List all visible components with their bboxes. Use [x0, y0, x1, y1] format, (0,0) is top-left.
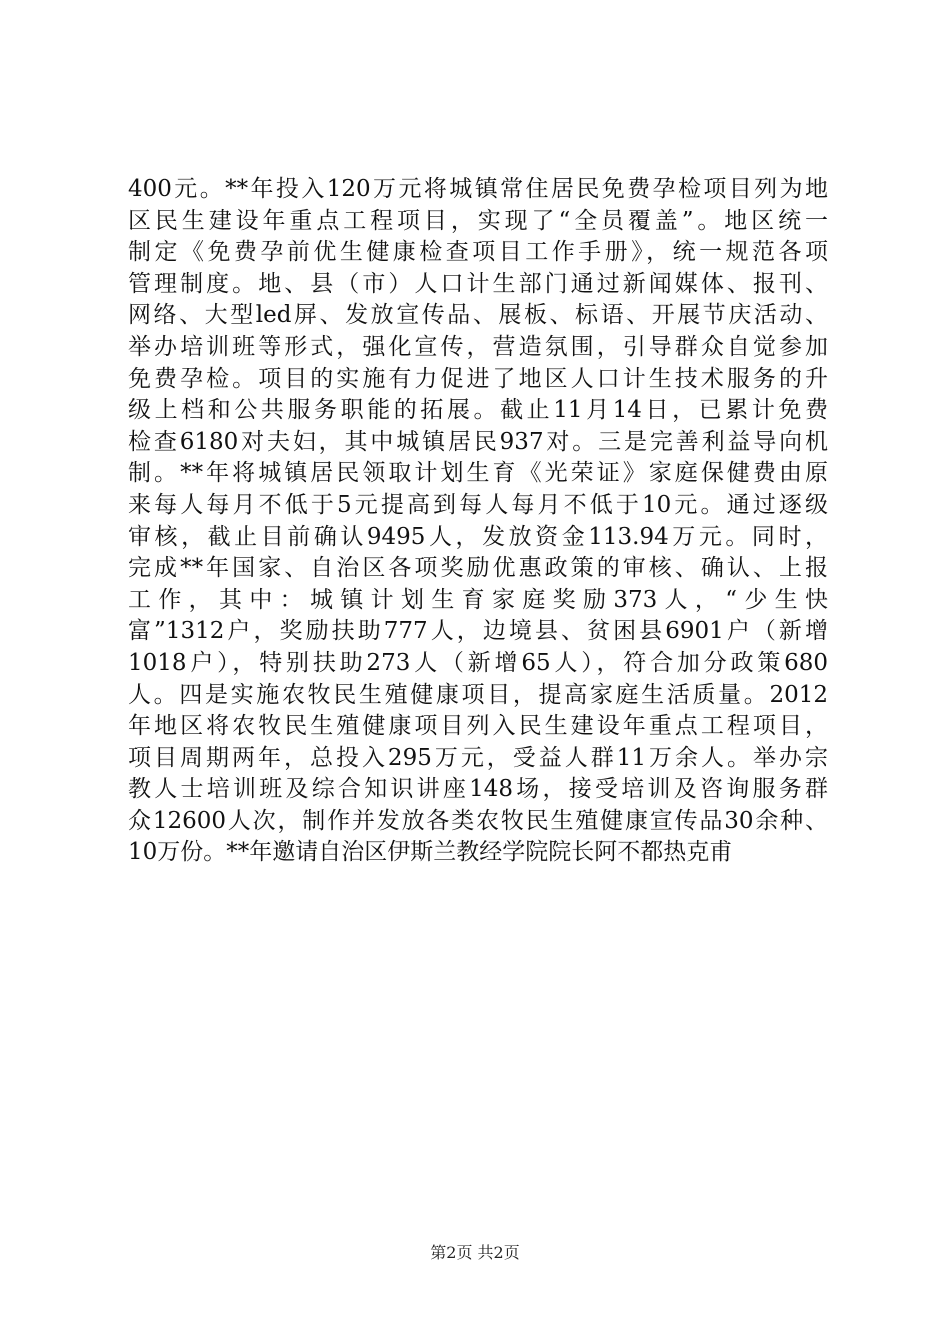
text-line: 人。四是实施农牧民生殖健康项目，提高家庭生活质量。2012 — [128, 681, 828, 708]
text-line: 制。**年将城镇居民领取计划生育《光荣证》家庭保健费由原 — [128, 460, 828, 487]
text-line: 1018户），特别扶助273人（新增65人），符合加分政策680 — [128, 649, 828, 676]
text-line: 富”1312户，奖励扶助777人，边境县、贫困县6901户（新增 — [128, 618, 828, 645]
text-line: 检查6180对夫妇，其中城镇居民937对。三是完善利益导向机 — [128, 428, 828, 455]
text-line: 级上档和公共服务职能的拓展。截止11月14日，已累计免费 — [128, 397, 828, 424]
text-line: 工作，其中：城镇计划生育家庭奖励373人，“少生快 — [128, 586, 828, 613]
text-line: 举办培训班等形式，强化宣传，营造氛围，引导群众自觉参加 — [128, 333, 828, 360]
text-line: 管理制度。地、县（市）人口计生部门通过新闻媒体、报刊、 — [128, 270, 828, 297]
text-line: 400元。**年投入120万元将城镇常住居民免费孕检项目列为地 — [128, 176, 828, 202]
text-line: 10万份。**年邀请自治区伊斯兰教经学院院长阿不都热克甫 — [128, 839, 733, 866]
text-line: 教人士培训班及综合知识讲座148场，接受培训及咨询服务群 — [128, 776, 828, 803]
text-line: 完成**年国家、自治区各项奖励优惠政策的审核、确认、上报 — [128, 555, 828, 582]
text-line: 审核，截止目前确认9495人，发放资金113.94万元。同时， — [128, 523, 828, 550]
page-number: 第2页 共2页 — [430, 1243, 520, 1262]
text-line: 众12600人次，制作并发放各类农牧民生殖健康宣传品30余种、 — [128, 807, 828, 834]
text-line: 区民生建设年重点工程项目，实现了“全员覆盖”。地区统一 — [128, 207, 828, 234]
text-line: 来每人每月不低于5元提高到每人每月不低于10元。通过逐级 — [128, 491, 828, 518]
text-line: 制定《免费孕前优生健康检查项目工作手册》，统一规范各项 — [128, 239, 828, 266]
text-line: 年地区将农牧民生殖健康项目列入民生建设年重点工程项目， — [128, 713, 828, 740]
text-line: 网络、大型led屏、发放宣传品、展板、标语、开展节庆活动、 — [128, 302, 828, 329]
document-body — [128, 174, 828, 869]
text-line: 项目周期两年，总投入295万元，受益人群11万余人。举办宗 — [128, 744, 828, 771]
page-footer — [0, 1240, 950, 1263]
text-line: 免费孕检。项目的实施有力促进了地区人口计生技术服务的升 — [128, 365, 828, 392]
